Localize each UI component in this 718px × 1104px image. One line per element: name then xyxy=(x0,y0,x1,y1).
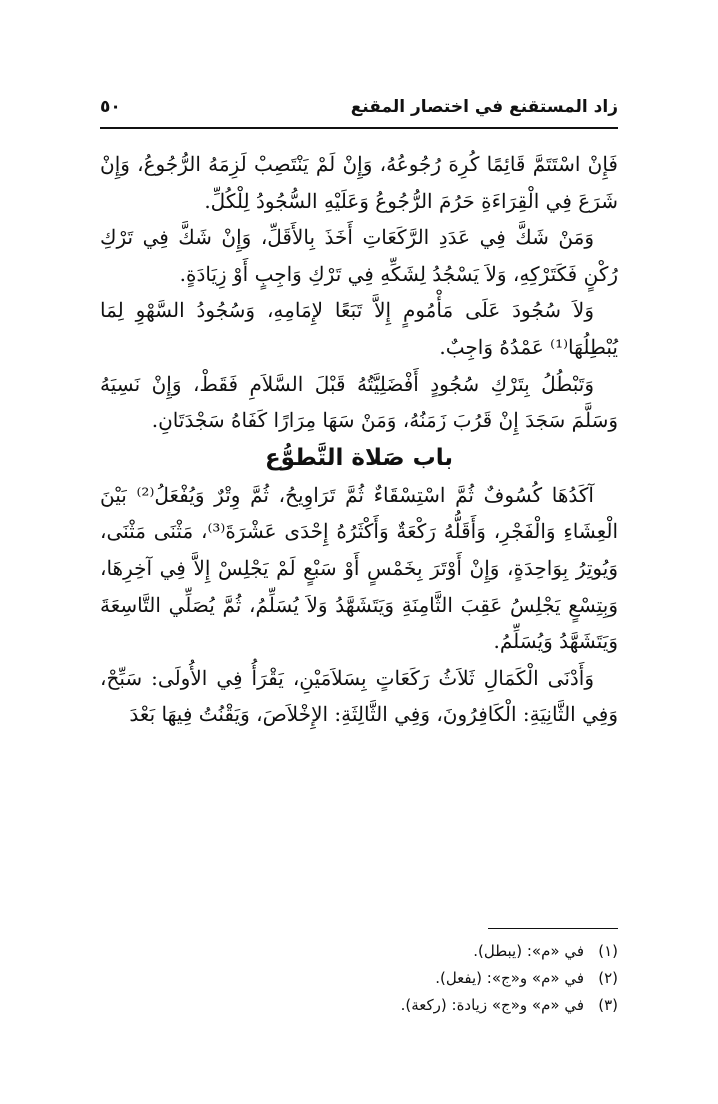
footnote-separator xyxy=(488,928,618,929)
main-text xyxy=(100,146,618,733)
paragraph: وَأَدْنَى الْكَمَالِ ثَلاَثُ رَكَعَاتٍ بِسَلاَمَيْنِ، يَقْرَأُ فِي الأُولَى: سَبِّحْ، وَفِي الثَّانِيَةِ: الْكَافِرُونَ، وَفِي الثَّالِثَةِ: الإِخْلاَصَ، وَيَقْنُتُ فِيهَا بَعْدَ xyxy=(100,665,618,727)
footnote-text: في «م» و«ج»: (يفعل). xyxy=(435,969,584,987)
paragraph: فَإِنْ اسْتَتَمَّ قَائِمًا كُرِهَ رُجُوعُهُ، وَإِنْ لَمْ يَنْتَصِبْ لَزِمَهُ الرُّجُوعُ، وَإِنْ شَرَعَ فِي الْقِرَاءَةِ حَرُمَ الرُّجُوعُ وَعَلَيْهِ السُّجُودُ لِلْكُلِّ. xyxy=(100,152,618,213)
footnote xyxy=(100,965,618,992)
page-number: ٥٠ xyxy=(100,97,121,117)
footnote-text: في «م» و«ج» زيادة: (ركعة). xyxy=(400,996,584,1014)
footnote-number: (٢) xyxy=(598,969,618,987)
paragraph: وَتَبْطُلُ بِتَرْكِ سُجُودٍ أَفْضَلِيَّتُهُ قَبْلَ السَّلاَمِ فَقَطْ، وَإِنْ نَسِيَهُ وَسَلَّمَ سَجَدَ إِنْ قَرُبَ زَمَنُهُ، وَمَنْ سَهَا مِرَارًا كَفَاهُ سَجْدَتَانِ. xyxy=(100,371,618,433)
section-heading: باب صَلاة التَّطوُّع xyxy=(264,444,454,471)
paragraph: وَلاَ سُجُودَ عَلَى مَأْمُومٍ إِلاَّ تَبَعًا لإِمَامِهِ، وَسُجُودُ السَّهْوِ لِمَا يُبْطِلُهَا⁽¹⁾ عَمْدُهُ وَاجِبٌ. xyxy=(100,298,618,359)
running-header xyxy=(100,97,618,129)
footnote-text: في «م»: (يبطل). xyxy=(473,942,584,960)
footnote-number: (٣) xyxy=(598,996,618,1014)
footnotes xyxy=(100,938,618,1019)
paragraph: وَمَنْ شَكَّ فِي عَدَدِ الرَّكَعَاتِ أَخَذَ بِالأَقَلِّ، وَإِنْ شَكَّ فِي تَرْكِ رُكْنٍ فَكَتَرْكِهِ، وَلاَ يَسْجُدُ لِشَكِّهِ فِي تَرْكِ وَاجِبٍ أَوْ زِيَادَةٍ. xyxy=(100,225,618,286)
footnote xyxy=(100,992,618,1019)
footnote xyxy=(100,938,618,965)
book-title: زاد المستقنع في اختصار المقنع xyxy=(350,97,618,117)
footnote-number: (١) xyxy=(598,942,618,960)
paragraph: آكَدُهَا كُسُوفٌ ثُمَّ اسْتِسْقَاءٌ ثُمَّ تَرَاوِيحُ، ثُمَّ وِتْرٌ وَيُفْعَلُ⁽²⁾ بَيْنَ الْعِشَاءِ وَالْفَجْرِ، وَأَقَلُّهُ رَكْعَةٌ وَأَكْثَرُهُ إِحْدَى عَشْرَةَ⁽³⁾، مَثْنَى مَثْنَى، وَيُوتِرُ بِوَاحِدَةٍ، وَإِنْ أَوْتَرَ بِخَمْسٍ أَوْ سَبْعٍ لَمْ يَجْلِسْ إِلاَّ فِي آخِرِهَا، وَبِتِسْعٍ يَجْلِسُ عَقِبَ الثَّامِنَةِ وَيَتَشَهَّدُ وَلاَ يُسَلِّمُ، ثُمَّ يُصَلِّي التَّاسِعَةَ وَيَتَشَهَّدُ وَيُسَلِّمُ. xyxy=(100,482,618,654)
